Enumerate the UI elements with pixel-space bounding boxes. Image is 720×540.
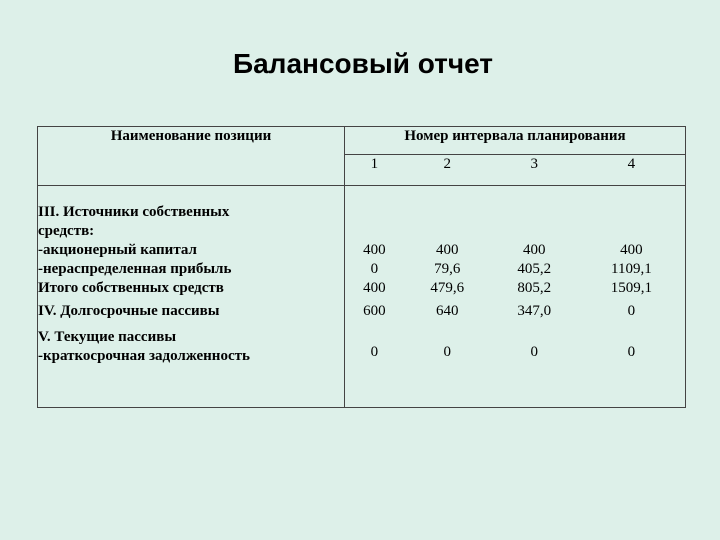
interval-number: 2	[443, 156, 452, 172]
section-heading: III. Источники собственных	[38, 204, 230, 220]
position-line: -акционерный капитал	[38, 242, 197, 258]
position-cell	[38, 298, 345, 324]
value: 400	[363, 242, 386, 258]
position-line: -краткосрочная задолженность	[38, 348, 250, 364]
section-heading: V. Текущие пассивы	[38, 329, 177, 345]
value-cell	[345, 324, 404, 408]
value: 1109,1	[611, 261, 652, 277]
value: 805,2	[517, 280, 552, 296]
total-line: Итого собственных средств	[38, 280, 224, 296]
value: 1509,1	[610, 280, 653, 296]
table-row	[38, 324, 686, 408]
value-cell	[491, 186, 578, 299]
section-heading: средств:	[38, 223, 95, 239]
value: 0	[443, 344, 452, 360]
page-title: Балансовый отчет	[232, 48, 494, 79]
table-row	[38, 186, 686, 299]
value-cell	[578, 298, 686, 324]
value-cell	[345, 186, 404, 299]
value-cell	[404, 186, 491, 299]
value-cell	[578, 324, 686, 408]
value-cell	[491, 324, 578, 408]
table-row	[38, 298, 686, 324]
value: 479,6	[430, 280, 465, 296]
interval-number: 4	[627, 156, 636, 172]
position-name-header: Наименование позиции	[38, 127, 345, 186]
value: 0	[370, 261, 379, 277]
value: 0	[627, 302, 636, 319]
value-cell	[578, 186, 686, 299]
value: 400	[523, 242, 546, 258]
value: 640	[436, 302, 459, 319]
value: 0	[627, 344, 636, 360]
value: 79,6	[434, 261, 461, 277]
value: 400	[363, 280, 386, 296]
value-cell	[491, 298, 578, 324]
value-cell	[404, 298, 491, 324]
position-cell	[38, 324, 345, 408]
value: 400	[620, 242, 643, 258]
value-cell	[404, 324, 491, 408]
position-cell	[38, 186, 345, 299]
interval-number: 3	[530, 156, 539, 172]
value: 0	[370, 344, 379, 360]
value-cell	[345, 298, 404, 324]
table-header-row	[38, 127, 686, 155]
value: 400	[436, 242, 459, 258]
interval-number: 1	[370, 156, 379, 172]
value: 347,0	[517, 302, 552, 319]
section-heading: IV. Долгосрочные пассивы	[38, 302, 220, 319]
position-line: -нераспределенная прибыль	[38, 261, 232, 277]
value: 405,2	[517, 261, 552, 277]
balance-table	[37, 126, 686, 408]
value: 0	[530, 344, 539, 360]
planning-interval-header: Номер интервала планирования	[345, 127, 686, 155]
value: 600	[363, 302, 386, 319]
